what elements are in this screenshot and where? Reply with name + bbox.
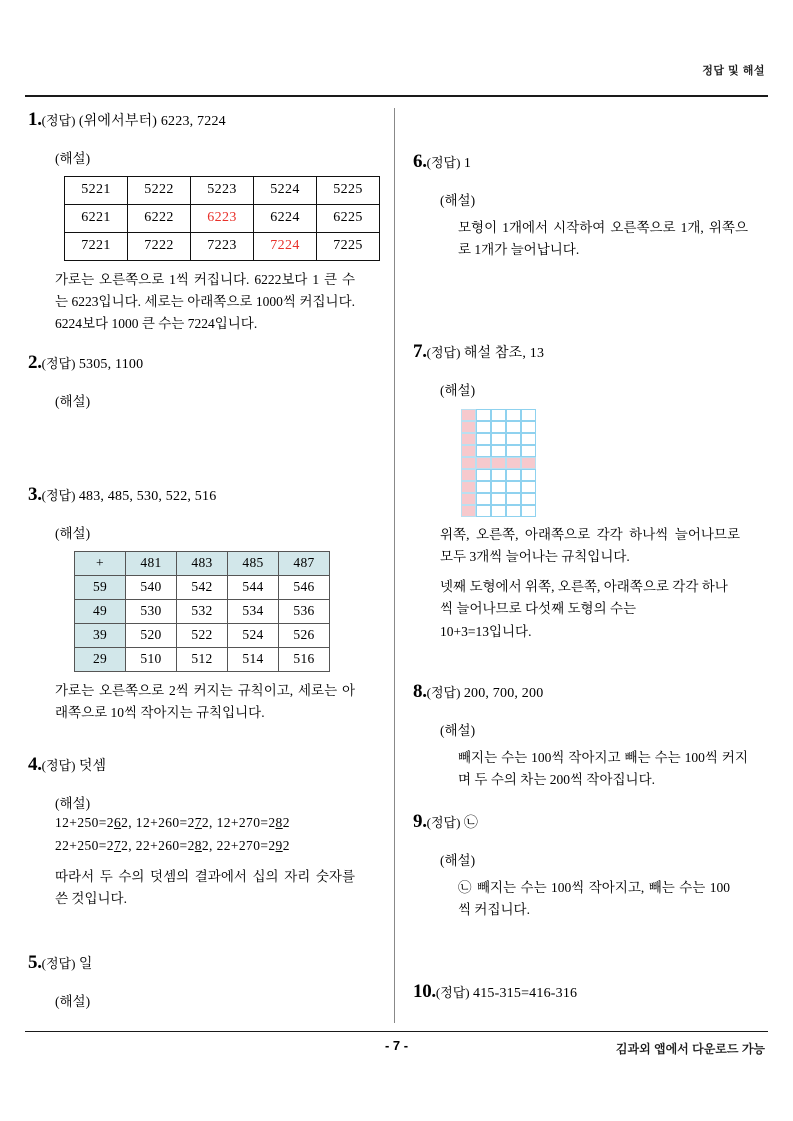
answer-value-10: 415-315=416-316: [473, 986, 578, 1001]
explanation-paragraph-8: 빼지는 수는 100씩 작아지고 빼는 수는 100씩 커지며 두 수의 차는 200씩 작아집니다.: [458, 749, 748, 787]
table-cell: 6225: [317, 204, 380, 232]
explanation-paragraph-7b: 넷째 도형에서 위쪽, 오른쪽, 아래쪽으로 각각 하나씩 늘어나므로 다섯째 도형의 수는: [440, 579, 728, 617]
table-row: [75, 623, 330, 647]
grid-cell-empty: [491, 469, 506, 481]
answer-line-3: [28, 483, 383, 508]
table-cell: 7225: [317, 232, 380, 260]
grid-cell-empty: [476, 409, 491, 421]
question-number-1: 1.: [28, 109, 42, 130]
answer-line-9: [413, 810, 768, 835]
table-cell: 5222: [128, 176, 191, 204]
question-number-4: 4.: [28, 754, 42, 775]
grid-cell-empty: [521, 493, 536, 505]
table-cell: 526: [279, 623, 330, 647]
table-cell: 516: [279, 647, 330, 671]
table-row: [65, 232, 380, 260]
table-row-header: 39: [75, 623, 126, 647]
answer-item-8: [413, 680, 768, 791]
table-cell: 520: [126, 623, 177, 647]
answer-value-1: (위에서부터) 6223, 7224: [78, 114, 226, 129]
table-cell: 540: [126, 575, 177, 599]
grid-cell-filled: [461, 469, 476, 481]
explanation-paragraph-4: 따라서 두 수의 덧셈의 결과에서 십의 자리 숫자를 쓴 것입니다.: [55, 868, 355, 906]
table-cell: 522: [177, 623, 228, 647]
table-cell: 544: [228, 575, 279, 599]
explain-tag-3: (해설): [55, 525, 91, 541]
explain-tag-7: (해설): [440, 382, 476, 398]
grid-cell-empty: [476, 421, 491, 433]
explain-tag-8: (해설): [440, 722, 476, 738]
question-number-7: 7.: [413, 341, 427, 362]
answer-line-10: [413, 980, 768, 1005]
answer-tag-2: (정답): [41, 356, 76, 371]
explain-tag-4: (해설): [55, 795, 91, 811]
grid-cell-filled: [476, 457, 491, 469]
table-cell: 5225: [317, 176, 380, 204]
column-divider: [394, 108, 395, 1023]
table-header-cell: 485: [228, 551, 279, 575]
underlined-digit: 7: [194, 814, 202, 830]
table-cell: 534: [228, 599, 279, 623]
table-cell: 542: [177, 575, 228, 599]
answer-item-10: [413, 980, 768, 1005]
grid-cell-empty: [506, 433, 521, 445]
grid-cell-empty: [491, 481, 506, 493]
answer-tag-1: (정답): [41, 113, 76, 128]
explanation-paragraph-1: 가로는 오른쪽으로 1씩 커집니다. 6222보다 1 큰 수는 6223입니다. 세로는 아래쪽으로 1000씩 커집니다. 6224보다 1000 큰 수는 7224입니다.: [55, 271, 355, 332]
number-table-1: [64, 176, 380, 261]
table-cell: 512: [177, 647, 228, 671]
addition-table-3: [74, 551, 330, 672]
answer-tag-7: (정답): [426, 345, 461, 360]
table-row: [65, 204, 380, 232]
explanation-paragraph-6: 모형이 1개에서 시작하여 오른쪽으로 1개, 위쪽으로 1개가 늘어납니다.: [458, 219, 748, 257]
answer-item-4: [28, 753, 383, 910]
grid-cell-empty: [476, 433, 491, 445]
question-number-5: 5.: [28, 952, 42, 973]
grid-cell-filled: [491, 457, 506, 469]
math-line-2: [55, 835, 383, 858]
question-number-2: 2.: [28, 352, 42, 373]
table-cell-highlighted: 7224: [254, 232, 317, 260]
underlined-digit: 8: [275, 814, 283, 830]
table-cell: 530: [126, 599, 177, 623]
explain-tag-5: (해설): [55, 993, 91, 1009]
answer-value-4: 덧셈: [78, 759, 107, 774]
answer-tag-8: (정답): [426, 685, 461, 700]
answer-line-4: [28, 753, 383, 778]
answer-value-8: 200, 700, 200: [463, 686, 544, 701]
answer-value-3: 483, 485, 530, 522, 516: [78, 489, 217, 504]
math-text: 2: [282, 814, 290, 830]
math-text: 2, 12+260=2: [121, 814, 195, 830]
header-rule: [25, 95, 768, 97]
answer-value-6: 1: [463, 156, 472, 171]
page-number: - 7 -: [384, 1038, 409, 1053]
table-row-header: 29: [75, 647, 126, 671]
math-text: 12+250=2: [55, 814, 114, 830]
answer-item-6: [413, 150, 768, 261]
grid-cell-filled: [521, 457, 536, 469]
table-row: [65, 176, 380, 204]
question-number-3: 3.: [28, 484, 42, 505]
pattern-grid: [461, 409, 536, 517]
grid-cell-empty: [476, 469, 491, 481]
footer-rule: [25, 1031, 768, 1032]
explanation-paragraph-7c: 10+3=13입니다.: [440, 623, 532, 639]
table-cell: 6221: [65, 204, 128, 232]
grid-cell-empty: [491, 433, 506, 445]
grid-cell-empty: [506, 493, 521, 505]
answer-tag-10: (정답): [435, 985, 470, 1000]
answer-tag-5: (정답): [41, 956, 76, 971]
pattern-figure: [461, 409, 536, 516]
explain-tag-9: (해설): [440, 852, 476, 868]
answer-value-2: 5305, 1100: [78, 357, 144, 372]
math-text: 2, 22+270=2: [201, 837, 276, 853]
grid-cell-filled: [461, 421, 476, 433]
table-row-header: 59: [75, 575, 126, 599]
grid-cell-empty: [491, 505, 506, 517]
table-cell: 546: [279, 575, 330, 599]
answer-line-5: [28, 951, 383, 976]
question-number-8: 8.: [413, 681, 427, 702]
answer-value-5: 일: [78, 957, 93, 972]
answer-item-7: [413, 340, 768, 643]
answer-item-5: [28, 951, 383, 1010]
table-header-cell: +: [75, 551, 126, 575]
grid-cell-empty: [491, 409, 506, 421]
table-cell: 5224: [254, 176, 317, 204]
table-row: [75, 575, 330, 599]
explanation-paragraph-9: ㉡ 빼지는 수는 100씩 작아지고, 빼는 수는 100씩 커집니다.: [458, 879, 730, 917]
math-text: 2: [282, 837, 290, 853]
grid-cell-empty: [491, 493, 506, 505]
grid-cell-filled: [506, 457, 521, 469]
question-number-9: 9.: [413, 811, 427, 832]
table-cell: 7222: [128, 232, 191, 260]
math-line-1: [55, 812, 383, 835]
table-cell: 5221: [65, 176, 128, 204]
grid-cell-filled: [461, 505, 476, 517]
answer-line-7: [413, 340, 768, 365]
answer-tag-4: (정답): [41, 758, 76, 773]
grid-cell-filled: [461, 481, 476, 493]
grid-cell-filled: [461, 457, 476, 469]
explain-tag-1: (해설): [55, 150, 91, 166]
grid-cell-empty: [476, 505, 491, 517]
table-cell: 510: [126, 647, 177, 671]
math-text: 2, 22+260=2: [121, 837, 195, 853]
underlined-digit: 7: [113, 837, 122, 853]
question-number-10: 10.: [413, 981, 436, 1002]
table-header-cell: 487: [279, 551, 330, 575]
table-cell: 536: [279, 599, 330, 623]
grid-cell-empty: [506, 409, 521, 421]
table-cell-highlighted: 6223: [191, 204, 254, 232]
table-header-cell: 483: [177, 551, 228, 575]
grid-cell-empty: [491, 445, 506, 457]
answer-item-3: [28, 483, 383, 724]
explanation-paragraph-7a: 위쪽, 오른쪽, 아래쪽으로 각각 하나씩 늘어나므로 모두 3개씩 늘어나는 규칙입니다.: [440, 526, 740, 564]
explanation-paragraph-3: 가로는 오른쪽으로 2씩 커지는 규칙이고, 세로는 아래쪽으로 10씩 작아지는 규칙입니다.: [55, 682, 355, 720]
grid-cell-empty: [506, 505, 521, 517]
grid-cell-empty: [506, 469, 521, 481]
table-cell: 5223: [191, 176, 254, 204]
grid-cell-empty: [521, 481, 536, 493]
table-cell: 532: [177, 599, 228, 623]
answer-line-2: [28, 351, 383, 376]
answer-tag-9: (정답): [426, 815, 461, 830]
grid-cell-empty: [476, 481, 491, 493]
answer-line-6: [413, 150, 768, 175]
table-cell: 6222: [128, 204, 191, 232]
grid-cell-empty: [506, 445, 521, 457]
grid-cell-filled: [461, 433, 476, 445]
grid-cell-filled: [461, 409, 476, 421]
underlined-digit: 9: [275, 837, 283, 853]
underlined-digit: 8: [194, 837, 202, 853]
math-text: 22+250=2: [55, 837, 114, 853]
grid-cell-filled: [461, 445, 476, 457]
grid-cell-empty: [521, 433, 536, 445]
math-text: 2, 12+270=2: [201, 814, 276, 830]
grid-cell-filled: [461, 493, 476, 505]
table-cell: 7223: [191, 232, 254, 260]
answer-value-9: ㉡: [463, 816, 479, 831]
answer-item-2: [28, 351, 383, 410]
grid-cell-empty: [491, 421, 506, 433]
grid-cell-empty: [506, 421, 521, 433]
question-number-6: 6.: [413, 151, 427, 172]
answer-line-1: [28, 108, 383, 133]
table-cell: 514: [228, 647, 279, 671]
table-cell: 6224: [254, 204, 317, 232]
grid-cell-empty: [506, 481, 521, 493]
grid-cell-empty: [476, 493, 491, 505]
grid-cell-empty: [521, 505, 536, 517]
table-cell: 7221: [65, 232, 128, 260]
explain-tag-6: (해설): [440, 192, 476, 208]
table-row-header: 49: [75, 599, 126, 623]
answer-item-9: [413, 810, 768, 921]
table-header-row: [75, 551, 330, 575]
answer-line-8: [413, 680, 768, 705]
table-row: [75, 599, 330, 623]
page-header-label: 정답 및 해설: [702, 65, 765, 77]
footer-note: 김과외 앱에서 다운로드 가능: [615, 1042, 765, 1056]
grid-cell-empty: [521, 421, 536, 433]
grid-cell-empty: [521, 469, 536, 481]
grid-cell-empty: [521, 445, 536, 457]
answer-value-7: 해설 참조, 13: [463, 346, 545, 361]
table-cell: 524: [228, 623, 279, 647]
grid-cell-empty: [476, 445, 491, 457]
table-row: [75, 647, 330, 671]
underlined-digit: 6: [113, 814, 122, 830]
explain-tag-2: (해설): [55, 393, 91, 409]
answer-tag-6: (정답): [426, 155, 461, 170]
table-header-cell: 481: [126, 551, 177, 575]
answer-tag-3: (정답): [41, 488, 76, 503]
grid-cell-empty: [521, 409, 536, 421]
answer-item-1: [28, 108, 383, 335]
